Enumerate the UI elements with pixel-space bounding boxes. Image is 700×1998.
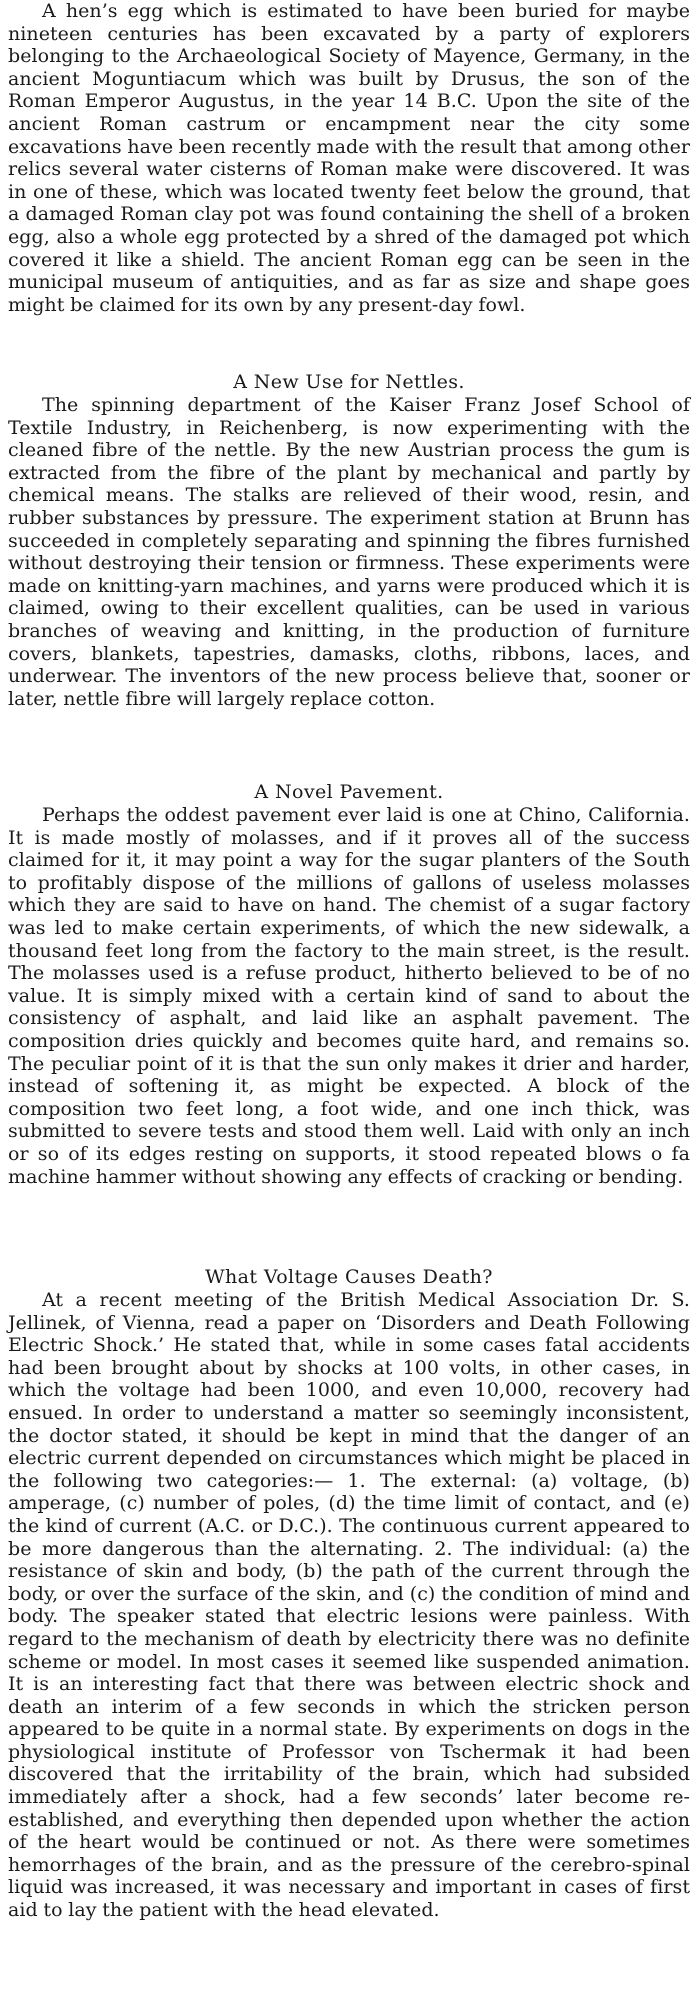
article-heading: A Novel Pavement. [254,781,444,803]
article-body: A hen’s egg which is estimated to have been buried for maybe nineteen centuries has been excavated by a party of explorers belonging to the Archaeological Society of Mayence, Germany, in the ancient Moguntiacum which was built by Drusus, the son of the Roman Emperor Augustus, in the year 14 B.C. Upon the site of the ancient Roman castrum or encampment near the city some excavations have been recently made with the result that among other relics several water cisterns of Roman make were discovered. It was in one of these, which was located twenty feet below the ground, that a damaged Roman clay pot was found containing the shell of a broken egg, also a whole egg protected by a shred of the damaged pot which covered it like a shield. The ancient Roman egg can be seen in the municipal museum of antiquities, and as far as size and shape goes might be claimed for its own by any present-day fowl. [8,0,691,316]
article-heading: What Voltage Causes Death? [205,1266,493,1288]
article-body: The spinning department of the Kaiser Franz Josef School of Textile Industry, in Reichenberg, is now experimenting with the cleaned fibre of the nettle. By the new Austrian process the gum is extracted from the fibre of the plant by mechanical and partly by chemical means. The stalks are relieved of their wood, resin, and rubber substances by pressure. The experiment station at Brunn has succeeded in completely separating and spinning the fibres furnished without destroying their tension or firmness. These experiments were made on knitting-yarn machines, and yarns were produced which it is claimed, owing to their excellent qualities, can be used in various branches of weaving and knitting, in the production of furniture covers, blankets, tapestries, damasks, cloths, ribbons, laces, and underwear. The inventors of the new process believe that, sooner or later, nettle fibre will largely replace cotton. [8,394,690,710]
article-hens-egg [8,0,690,316]
article-heading: A New Use for Nettles. [233,371,465,393]
article-body: Perhaps the oddest pavement ever laid is one at Chino, California. It is made mostly of molasses, and if it proves all of the success claimed for it, it may point a way for the sugar planters of the South to profitably dispose of the millions of gallons of useless molasses which they are said to have on hand. The chemist of a sugar factory was led to make certain experiments, of which the new sidewalk, a thousand feet long from the factory to the main street, is the result. The molasses used is a refuse product, hitherto believed to be of no value. It is simply mixed with a certain kind of sand to about the consistency of asphalt, and laid like an asphalt pavement. The composition dries quickly and becomes quite hard, and remains so. The peculiar point of it is that the sun only makes it drier and harder, instead of softening it, as might be expected. A block of the composition two feet long, a foot wide, and one inch thick, was submitted to severe tests and stood them well. Laid with only an inch or so of its edges resting on supports, it stood repeated blows o fa machine hammer without showing any effects of cracking or bending. [8,804,690,1188]
article-pavement [8,780,690,1188]
article-voltage [8,1265,690,1922]
article-body: At a recent meeting of the British Medical Association Dr. S. Jellinek, of Vienna, read a paper on ‘Disorders and Death Following Electric Shock.’ He stated that, while in some cases fatal accidents had been brought about by shocks at 100 volts, in other cases, in which the voltage had been 1000, and even 10,000, recovery had ensued. In order to understand a matter so seemingly inconsistent, the doctor stated, it should be kept in mind that the danger of an electric current depended on circumstances which might be placed in the following two categories:— 1. The external: (a) voltage, (b) amperage, (c) number of poles, (d) the time limit of contact, and (e) the kind of current (A.C. or D.C.). The continuous current appeared to be more dangerous than the alternating. 2. The individual: (a) the resistance of skin and body, (b) the path of the current through the body, or over the surface of the skin, and (c) the condition of mind and body. The speaker stated that electric lesions were painless. With regard to the mechanism of death by electricity there was no definite scheme or model. In most cases it seemed like suspended animation. It is an interesting fact that there was between electric shock and death an interim of a few seconds in which the stricken person appeared to be quite in a normal state. By experiments on dogs in the physiological institute of Professor von Tschermak it had been discovered that the irritability of the brain, which had subsided immediately after a shock, had a few seconds’ later become re-established, and everything then depended upon whether the action of the heart would be continued or not. As there were sometimes hemorrhages of the brain, and as the pressure of the cerebro-spinal liquid was increased, it was necessary and important in cases of first aid to lay the patient with the head elevated. [8,1289,690,1922]
article-nettles [8,370,690,710]
